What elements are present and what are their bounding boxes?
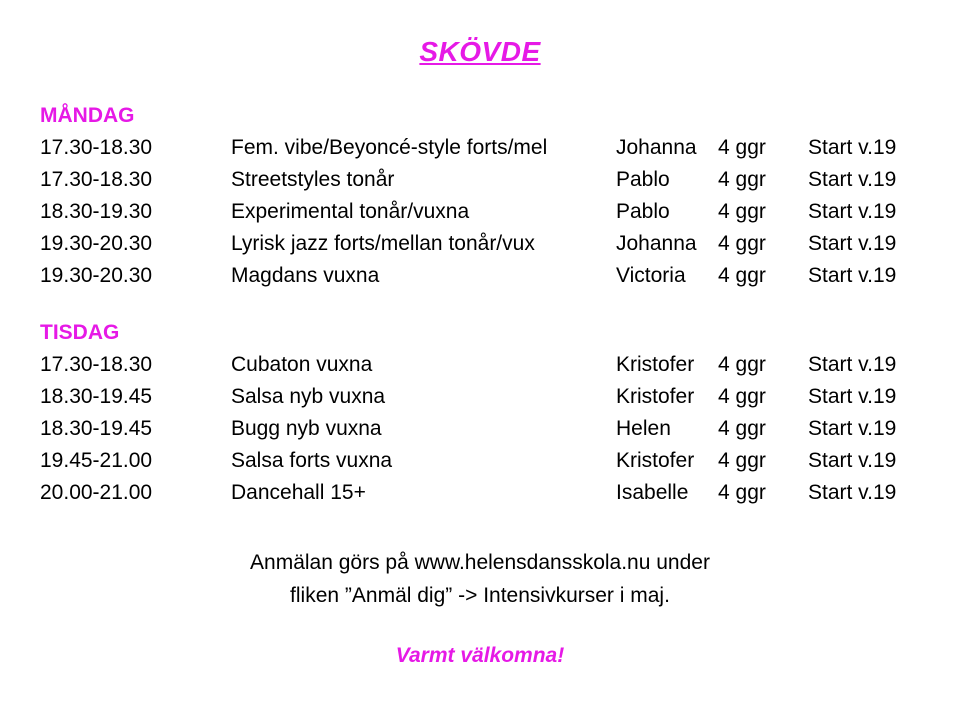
schedule-row: [40, 477, 930, 509]
schedule-row: [40, 445, 930, 477]
class-time: 19.30-20.30: [40, 232, 153, 255]
class-teacher: Johanna: [616, 136, 697, 159]
class-start: Start v.19: [808, 264, 897, 287]
class-count: 4 ggr: [718, 353, 766, 376]
day-heading: TISDAG: [40, 321, 120, 344]
class-start: Start v.19: [808, 200, 897, 223]
class-start: Start v.19: [808, 136, 897, 159]
class-name: Streetstyles tonår: [231, 168, 395, 191]
class-teacher: Kristofer: [616, 449, 695, 472]
class-teacher: Victoria: [616, 264, 686, 287]
class-time: 19.45-21.00: [40, 449, 153, 472]
class-count: 4 ggr: [718, 417, 766, 440]
class-count: 4 ggr: [718, 264, 766, 287]
schedule-row: [40, 413, 930, 445]
class-count: 4 ggr: [718, 481, 766, 504]
schedule-row: [40, 228, 930, 260]
class-teacher: Helen: [616, 417, 671, 440]
registration-line-2: fliken ”Anmäl dig” -> Intensivkurser i maj.: [290, 584, 670, 607]
class-name: Cubaton vuxna: [231, 353, 373, 376]
class-count: 4 ggr: [718, 232, 766, 255]
class-count: 4 ggr: [718, 200, 766, 223]
class-start: Start v.19: [808, 353, 897, 376]
class-name: Bugg nyb vuxna: [231, 417, 382, 440]
class-start: Start v.19: [808, 232, 897, 255]
day-section-mandag: [40, 100, 930, 292]
welcome-message: Varmt välkomna!: [395, 644, 565, 667]
registration-line-1: Anmälan görs på www.helensdansskola.nu under: [250, 551, 710, 574]
class-time: 18.30-19.45: [40, 385, 153, 408]
schedule-row: [40, 132, 930, 164]
class-name: Salsa nyb vuxna: [231, 385, 386, 408]
class-count: 4 ggr: [718, 136, 766, 159]
page-title: SKÖVDE: [419, 36, 541, 67]
class-name: Lyrisk jazz forts/mellan tonår/vux: [231, 232, 535, 255]
class-teacher: Johanna: [616, 232, 697, 255]
class-name: Dancehall 15+: [231, 481, 366, 504]
registration-note: [0, 546, 960, 612]
class-time: 17.30-18.30: [40, 136, 153, 159]
class-start: Start v.19: [808, 417, 897, 440]
schedule-row: [40, 260, 930, 292]
class-time: 18.30-19.45: [40, 417, 153, 440]
class-teacher: Pablo: [616, 168, 670, 191]
class-teacher: Kristofer: [616, 353, 695, 376]
class-name: Salsa forts vuxna: [231, 449, 393, 472]
schedule-row: [40, 349, 930, 381]
class-time: 18.30-19.30: [40, 200, 153, 223]
class-start: Start v.19: [808, 481, 897, 504]
class-time: 17.30-18.30: [40, 353, 153, 376]
class-time: 20.00-21.00: [40, 481, 153, 504]
class-time: 19.30-20.30: [40, 264, 153, 287]
class-name: Fem. vibe/Beyoncé-style forts/mel: [231, 136, 548, 159]
class-start: Start v.19: [808, 385, 897, 408]
class-teacher: Pablo: [616, 200, 670, 223]
class-count: 4 ggr: [718, 449, 766, 472]
class-name: Experimental tonår/vuxna: [231, 200, 470, 223]
class-count: 4 ggr: [718, 385, 766, 408]
class-count: 4 ggr: [718, 168, 766, 191]
class-name: Magdans vuxna: [231, 264, 380, 287]
day-section-tisdag: [40, 317, 930, 509]
class-start: Start v.19: [808, 168, 897, 191]
day-heading: MÅNDAG: [40, 104, 135, 127]
class-time: 17.30-18.30: [40, 168, 153, 191]
class-start: Start v.19: [808, 449, 897, 472]
class-teacher: Kristofer: [616, 385, 695, 408]
class-teacher: Isabelle: [616, 481, 689, 504]
schedule-row: [40, 164, 930, 196]
schedule-row: [40, 381, 930, 413]
schedule-row: [40, 196, 930, 228]
schedule: [40, 100, 930, 534]
